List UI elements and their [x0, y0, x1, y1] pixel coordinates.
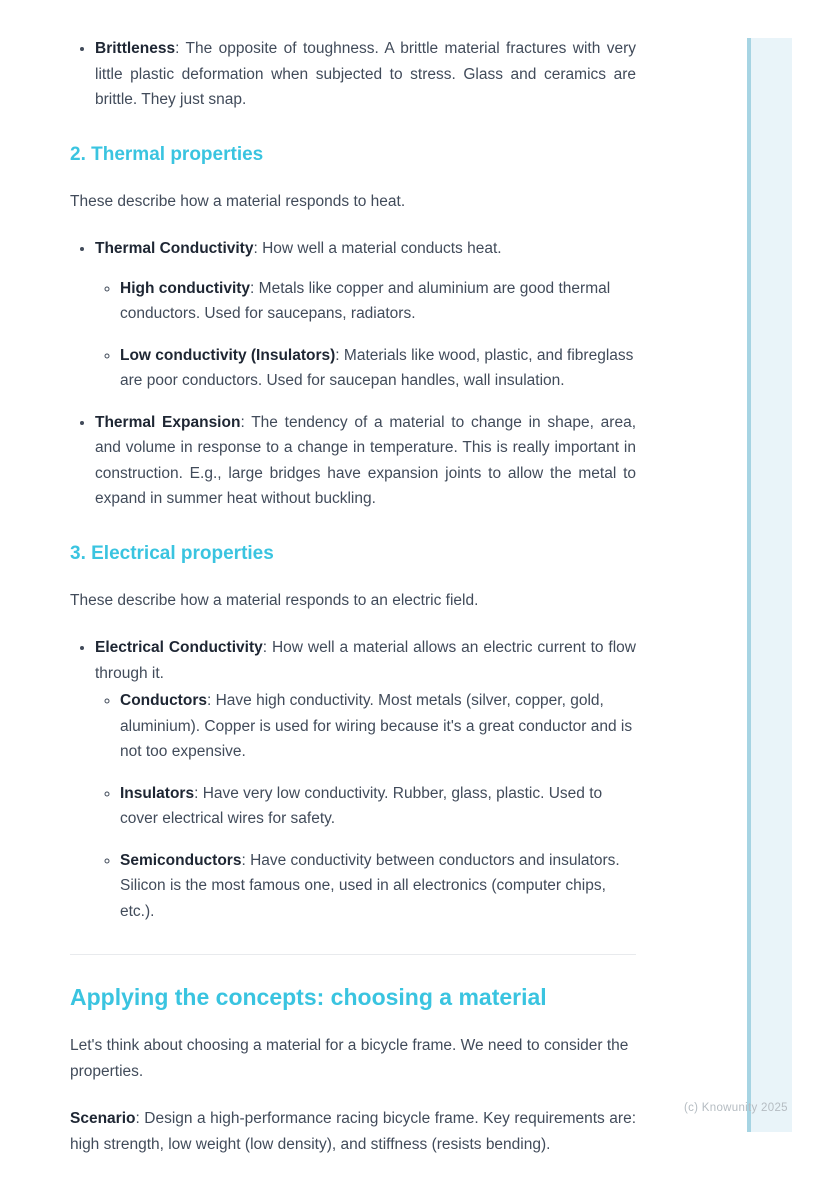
conductors-term: Conductors	[120, 692, 207, 709]
section-divider	[70, 954, 636, 955]
electrical-properties-list	[70, 635, 636, 924]
scenario-text	[70, 1106, 636, 1157]
page-edge-panel	[751, 38, 792, 1132]
electrical-conductivity-desc: : How well a material allows an electric current to flow through it.	[95, 639, 636, 682]
heading-thermal-properties: 2. Thermal properties	[70, 143, 264, 165]
thermal-expansion-term: Thermal Expansion	[95, 413, 241, 431]
electrical-conductivity-term: Electrical Conductivity	[95, 639, 263, 656]
heading-applying-concepts: Applying the concepts: choosing a material	[70, 984, 547, 1010]
high-conductivity-desc: : Metals like copper and aluminium are good thermal conductors. Used for saucepans, radiators.	[120, 279, 611, 322]
semiconductors-text	[120, 848, 636, 925]
thermal-expansion-text	[95, 410, 636, 512]
list-item-electrical-conductivity	[95, 635, 636, 924]
electrical-conductivity-sublist	[95, 688, 636, 924]
list-item-thermal-expansion	[95, 410, 636, 512]
mechanical-properties-list	[70, 36, 636, 113]
low-conductivity-text	[120, 343, 636, 394]
thermal-properties-list	[70, 236, 636, 512]
list-item-high-conductivity	[120, 276, 636, 327]
list-item-low-conductivity	[120, 343, 636, 394]
applying-intro: Let's think about choosing a material for a bicycle frame. We need to consider the properties.	[70, 1037, 629, 1080]
brittleness-text	[95, 36, 636, 113]
list-item-thermal-conductivity	[95, 236, 636, 394]
scenario-desc: : Design a high-performance racing bicycle frame. Key requirements are: high strength, low weight (low density), and stiffness (resists bending).	[70, 1110, 636, 1153]
copyright-watermark: (c) Knowunity 2025	[684, 1102, 788, 1114]
list-item-conductors	[120, 688, 636, 765]
scenario-term: Scenario	[70, 1110, 136, 1127]
conductors-desc: : Have high conductivity. Most metals (silver, copper, gold, aluminium). Copper is used for wiring because it's a great conductor and is not too expensive.	[120, 692, 633, 760]
thermal-expansion-desc: : The tendency of a material to change in shape, area, and volume in response to a change in temperature. This is really important in construction. E.g., large bridges have expansion joints to allow the metal to expand in summer heat without buckling.	[95, 413, 637, 507]
low-conductivity-term: Low conductivity (Insulators)	[120, 346, 336, 364]
insulators-desc: : Have very low conductivity. Rubber, glass, plastic. Used to cover electrical wires for safety.	[120, 784, 603, 827]
insulators-term: Insulators	[120, 784, 195, 802]
semiconductors-desc: : Have conductivity between conductors and insulators. Silicon is the most famous one, used in all electronics (computer chips, etc.).	[120, 851, 620, 920]
list-item-brittleness	[95, 36, 636, 113]
brittleness-desc: : The opposite of toughness. A brittle material fractures with very little plastic deformation when subjected to stress. Glass and ceramics are brittle. They just snap.	[95, 40, 636, 108]
thermal-intro: These describe how a material responds to heat.	[70, 192, 406, 210]
thermal-conductivity-text	[95, 236, 636, 262]
semiconductors-term: Semiconductors	[120, 851, 242, 869]
document-content	[70, 36, 636, 1179]
thermal-conductivity-term: Thermal Conductivity	[95, 240, 254, 257]
page-edge-line	[747, 38, 751, 1132]
thermal-conductivity-desc: : How well a material conducts heat.	[253, 240, 502, 257]
high-conductivity-term: High conductivity	[120, 279, 251, 297]
conductors-text	[120, 688, 636, 765]
heading-electrical-properties: 3. Electrical properties	[70, 542, 274, 564]
list-item-semiconductors	[120, 848, 636, 925]
low-conductivity-desc: : Materials like wood, plastic, and fibreglass are poor conductors. Used for saucepan handles, wall insulation.	[120, 346, 634, 389]
insulators-text	[120, 781, 636, 832]
list-item-insulators	[120, 781, 636, 832]
electrical-conductivity-text	[95, 635, 636, 686]
high-conductivity-text	[120, 276, 636, 327]
thermal-conductivity-sublist	[95, 276, 636, 394]
electrical-intro: These describe how a material responds to an electric field.	[70, 591, 479, 609]
brittleness-term: Brittleness	[95, 40, 176, 57]
